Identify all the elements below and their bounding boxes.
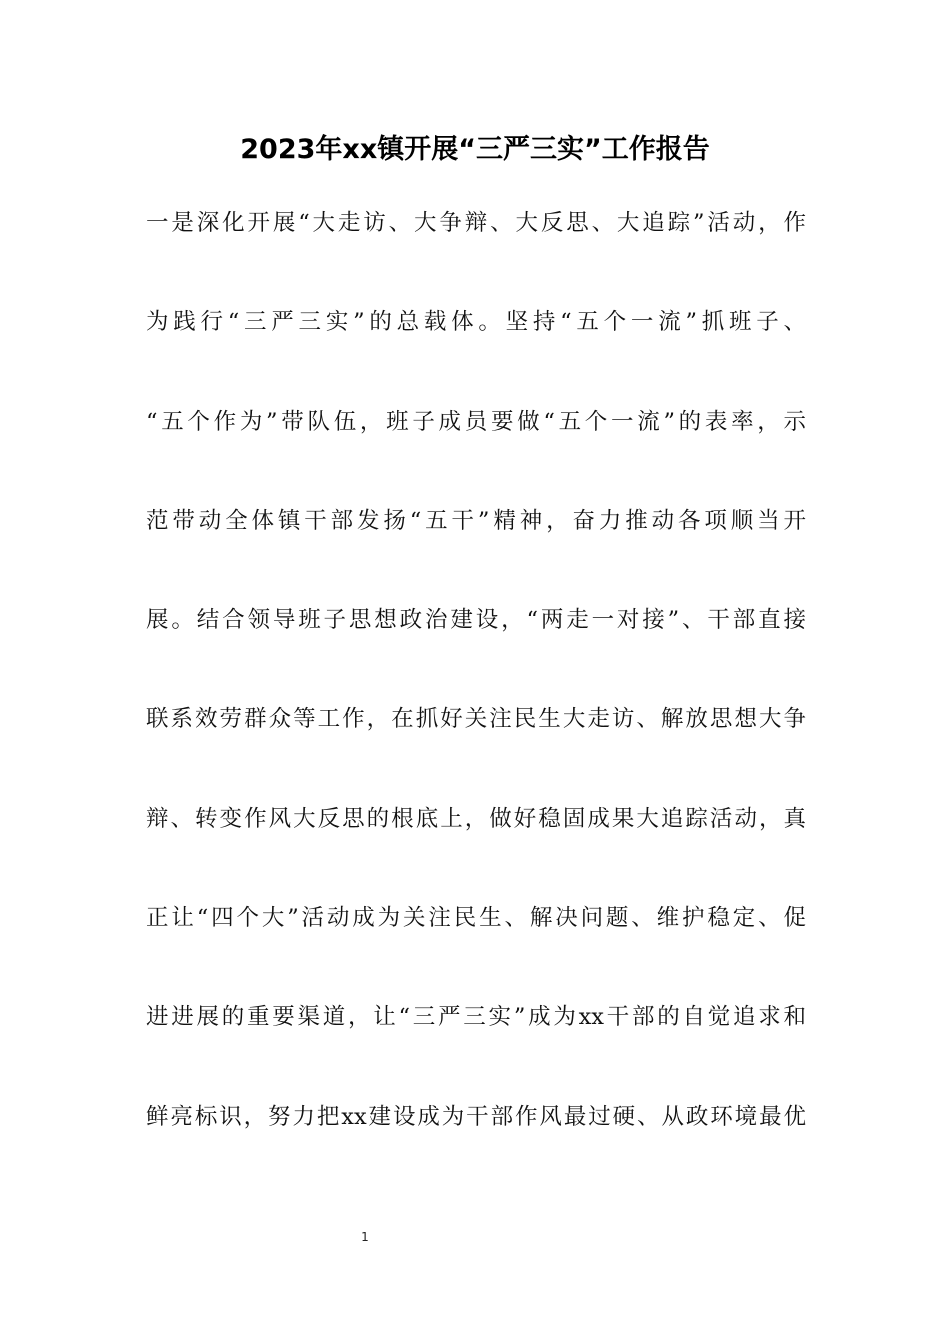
page-number: 1 [361, 1230, 369, 1244]
body-line: “五个作为”带队伍，班子成员要做“五个一流”的表率，示 [146, 408, 806, 435]
body-line: 展。结合领导班子思想政治建设，“两走一对接”、干部直接 [146, 607, 806, 634]
body-line: 范带动全体镇干部发扬“五干”精神，奋力推动各项顺当开 [146, 507, 806, 534]
body-line: 进进展的重要渠道，让“三严三实”成为xx干部的自觉追求和 [146, 1004, 806, 1031]
document-body [146, 198, 806, 1191]
body-line: 鲜亮标识，努力把xx建设成为干部作风最过硬、从政环境最优 [146, 1103, 806, 1130]
body-line: 联系效劳群众等工作，在抓好关注民生大走访、解放思想大争 [146, 706, 806, 733]
document-title: 2023年xx镇开展“三严三实”工作报告 [240, 134, 710, 165]
body-line: 正让“四个大”活动成为关注民生、解决问题、维护稳定、促 [146, 905, 806, 932]
body-line: 一是深化开展“大走访、大争辩、大反思、大追踪”活动，作 [146, 210, 806, 236]
body-line: 为践行“三严三实”的总载体。坚持“五个一流”抓班子、 [146, 309, 806, 336]
body-line: 辩、转变作风大反思的根底上，做好稳固成果大追踪活动，真 [146, 805, 806, 832]
